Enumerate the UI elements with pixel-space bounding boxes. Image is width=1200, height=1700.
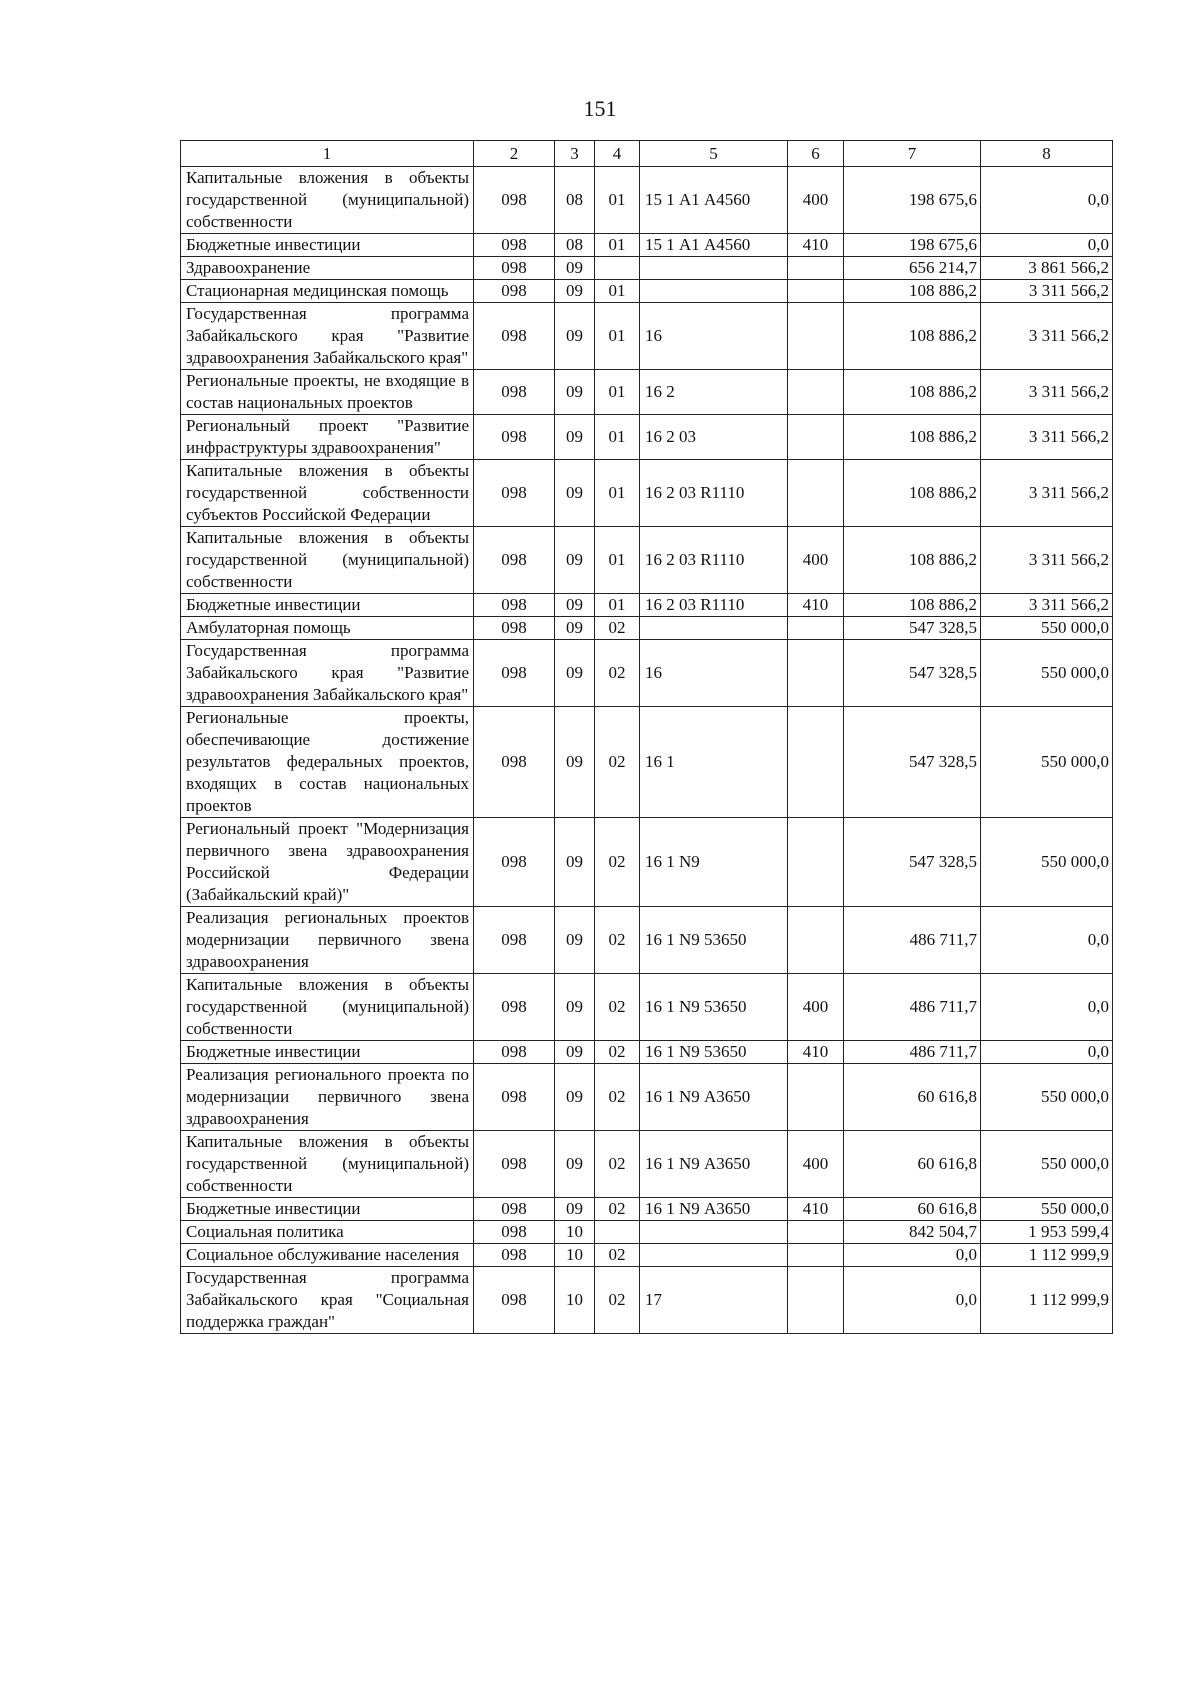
subsection-code-cell: 01 — [595, 303, 640, 370]
subsection-code-cell: 01 — [595, 234, 640, 257]
expense-name-cell: Капитальные вложения в объекты государственной (муниципальной) собственности — [181, 1131, 474, 1198]
ministry-code-cell: 098 — [474, 594, 555, 617]
expense-type-cell — [788, 415, 844, 460]
amount-col7-cell: 198 675,6 — [844, 234, 981, 257]
subsection-code-cell — [595, 1221, 640, 1244]
table-row — [181, 1267, 1113, 1334]
target-article-cell: 16 2 03 R1110 — [640, 594, 788, 617]
amount-col8-cell: 3 311 566,2 — [981, 527, 1113, 594]
subsection-code-cell: 01 — [595, 370, 640, 415]
ministry-code-cell: 098 — [474, 707, 555, 818]
ministry-code-cell: 098 — [474, 257, 555, 280]
amount-col7-cell: 0,0 — [844, 1267, 981, 1334]
target-article-cell: 16 1 — [640, 707, 788, 818]
expense-name-cell: Амбулаторная помощь — [181, 617, 474, 640]
table-row — [181, 594, 1113, 617]
target-article-cell — [640, 257, 788, 280]
expense-type-cell — [788, 303, 844, 370]
table-row — [181, 167, 1113, 234]
amount-col8-cell: 3 311 566,2 — [981, 303, 1113, 370]
section-code-cell: 09 — [555, 617, 595, 640]
section-code-cell: 09 — [555, 303, 595, 370]
table-row — [181, 707, 1113, 818]
subsection-code-cell: 01 — [595, 415, 640, 460]
amount-col7-cell: 486 711,7 — [844, 1041, 981, 1064]
ministry-code-cell: 098 — [474, 460, 555, 527]
target-article-cell — [640, 280, 788, 303]
expense-name-cell: Бюджетные инвестиции — [181, 594, 474, 617]
subsection-code-cell: 02 — [595, 1041, 640, 1064]
table-row — [181, 1221, 1113, 1244]
ministry-code-cell: 098 — [474, 617, 555, 640]
subsection-code-cell: 02 — [595, 1131, 640, 1198]
ministry-code-cell: 098 — [474, 370, 555, 415]
target-article-cell: 17 — [640, 1267, 788, 1334]
table-row — [181, 974, 1113, 1041]
amount-col7-cell: 60 616,8 — [844, 1064, 981, 1131]
expense-name-cell: Капитальные вложения в объекты государственной (муниципальной) собственности — [181, 167, 474, 234]
expense-name-cell: Стационарная медицинская помощь — [181, 280, 474, 303]
amount-col8-cell: 3 311 566,2 — [981, 370, 1113, 415]
expense-name-cell: Социальная политика — [181, 1221, 474, 1244]
section-code-cell: 09 — [555, 907, 595, 974]
table-row — [181, 370, 1113, 415]
subsection-code-cell: 01 — [595, 594, 640, 617]
target-article-cell: 16 2 03 — [640, 415, 788, 460]
target-article-cell: 16 — [640, 640, 788, 707]
subsection-code-cell: 01 — [595, 167, 640, 234]
ministry-code-cell: 098 — [474, 1244, 555, 1267]
amount-col8-cell: 1 953 599,4 — [981, 1221, 1113, 1244]
expense-name-cell: Государственная программа Забайкальского края "Развитие здравоохранения Забайкальского края" — [181, 303, 474, 370]
subsection-code-cell: 02 — [595, 907, 640, 974]
target-article-cell: 16 2 — [640, 370, 788, 415]
amount-col8-cell: 3 311 566,2 — [981, 415, 1113, 460]
ministry-code-cell: 098 — [474, 640, 555, 707]
expense-name-cell: Региональный проект "Развитие инфраструктуры здравоохранения" — [181, 415, 474, 460]
section-code-cell: 09 — [555, 415, 595, 460]
section-code-cell: 09 — [555, 1198, 595, 1221]
amount-col7-cell: 547 328,5 — [844, 640, 981, 707]
table-row — [181, 460, 1113, 527]
expense-type-cell — [788, 1221, 844, 1244]
subsection-code-cell — [595, 257, 640, 280]
header-row — [181, 141, 1113, 167]
amount-col7-cell: 108 886,2 — [844, 280, 981, 303]
amount-col7-cell: 198 675,6 — [844, 167, 981, 234]
expense-name-cell: Реализация регионального проекта по модернизации первичного звена здравоохранения — [181, 1064, 474, 1131]
amount-col7-cell: 547 328,5 — [844, 707, 981, 818]
target-article-cell: 16 1 N9 53650 — [640, 1041, 788, 1064]
target-article-cell: 16 1 N9 А3650 — [640, 1064, 788, 1131]
ministry-code-cell: 098 — [474, 527, 555, 594]
table-row — [181, 818, 1113, 907]
expense-type-cell: 410 — [788, 1041, 844, 1064]
table-row — [181, 1131, 1113, 1198]
ministry-code-cell: 098 — [474, 1131, 555, 1198]
amount-col7-cell: 108 886,2 — [844, 527, 981, 594]
column-header: 3 — [555, 141, 595, 167]
expense-type-cell: 400 — [788, 974, 844, 1041]
amount-col8-cell: 550 000,0 — [981, 1064, 1113, 1131]
subsection-code-cell: 02 — [595, 974, 640, 1041]
expense-type-cell — [788, 617, 844, 640]
table-row — [181, 234, 1113, 257]
table-row — [181, 415, 1113, 460]
section-code-cell: 10 — [555, 1244, 595, 1267]
table-row — [181, 907, 1113, 974]
target-article-cell: 16 1 N9 А3650 — [640, 1198, 788, 1221]
target-article-cell — [640, 1244, 788, 1267]
ministry-code-cell: 098 — [474, 1267, 555, 1334]
expense-type-cell — [788, 818, 844, 907]
target-article-cell: 16 1 N9 А3650 — [640, 1131, 788, 1198]
expense-name-cell: Региональные проекты, обеспечивающие достижение результатов федеральных проектов, входящих в состав национальных проектов — [181, 707, 474, 818]
expense-type-cell — [788, 1244, 844, 1267]
section-code-cell: 09 — [555, 527, 595, 594]
table-body — [181, 167, 1113, 1334]
target-article-cell: 16 1 N9 53650 — [640, 907, 788, 974]
expense-type-cell: 410 — [788, 1198, 844, 1221]
expense-name-cell: Региональный проект "Модернизация первичного звена здравоохранения Российской Федерации (Забайкальский край)" — [181, 818, 474, 907]
section-code-cell: 09 — [555, 594, 595, 617]
section-code-cell: 09 — [555, 370, 595, 415]
section-code-cell: 09 — [555, 640, 595, 707]
section-code-cell: 09 — [555, 707, 595, 818]
ministry-code-cell: 098 — [474, 907, 555, 974]
table-row — [181, 257, 1113, 280]
ministry-code-cell: 098 — [474, 303, 555, 370]
section-code-cell: 10 — [555, 1221, 595, 1244]
expense-type-cell — [788, 460, 844, 527]
amount-col7-cell: 108 886,2 — [844, 415, 981, 460]
table-row — [181, 527, 1113, 594]
table-row — [181, 1244, 1113, 1267]
amount-col8-cell: 550 000,0 — [981, 640, 1113, 707]
expense-name-cell: Бюджетные инвестиции — [181, 1198, 474, 1221]
amount-col8-cell: 1 112 999,9 — [981, 1267, 1113, 1334]
section-code-cell: 09 — [555, 280, 595, 303]
amount-col7-cell: 108 886,2 — [844, 303, 981, 370]
subsection-code-cell: 02 — [595, 1267, 640, 1334]
section-code-cell: 09 — [555, 974, 595, 1041]
expense-name-cell: Бюджетные инвестиции — [181, 1041, 474, 1064]
amount-col7-cell: 60 616,8 — [844, 1198, 981, 1221]
expense-type-cell — [788, 370, 844, 415]
section-code-cell: 09 — [555, 1131, 595, 1198]
amount-col7-cell: 486 711,7 — [844, 907, 981, 974]
expense-type-cell: 400 — [788, 167, 844, 234]
ministry-code-cell: 098 — [474, 974, 555, 1041]
expense-name-cell: Социальное обслуживание населения — [181, 1244, 474, 1267]
amount-col8-cell: 0,0 — [981, 907, 1113, 974]
amount-col8-cell: 3 311 566,2 — [981, 594, 1113, 617]
section-code-cell: 09 — [555, 1064, 595, 1131]
amount-col7-cell: 0,0 — [844, 1244, 981, 1267]
table-row — [181, 640, 1113, 707]
expense-type-cell — [788, 907, 844, 974]
section-code-cell: 10 — [555, 1267, 595, 1334]
expense-name-cell: Реализация региональных проектов модернизации первичного звена здравоохранения — [181, 907, 474, 974]
expense-type-cell — [788, 1267, 844, 1334]
column-header: 8 — [981, 141, 1113, 167]
subsection-code-cell: 02 — [595, 1244, 640, 1267]
amount-col8-cell: 0,0 — [981, 167, 1113, 234]
ministry-code-cell: 098 — [474, 415, 555, 460]
ministry-code-cell: 098 — [474, 234, 555, 257]
expense-name-cell: Бюджетные инвестиции — [181, 234, 474, 257]
target-article-cell: 15 1 А1 А4560 — [640, 167, 788, 234]
amount-col7-cell: 108 886,2 — [844, 460, 981, 527]
ministry-code-cell: 098 — [474, 167, 555, 234]
expense-name-cell: Капитальные вложения в объекты государственной собственности субъектов Российской Федерации — [181, 460, 474, 527]
section-code-cell: 09 — [555, 818, 595, 907]
amount-col7-cell: 486 711,7 — [844, 974, 981, 1041]
target-article-cell: 16 2 03 R1110 — [640, 527, 788, 594]
subsection-code-cell: 02 — [595, 617, 640, 640]
expense-type-cell — [788, 280, 844, 303]
amount-col7-cell: 547 328,5 — [844, 617, 981, 640]
section-code-cell: 08 — [555, 234, 595, 257]
target-article-cell — [640, 1221, 788, 1244]
expense-name-cell: Капитальные вложения в объекты государственной (муниципальной) собственности — [181, 974, 474, 1041]
table-row — [181, 617, 1113, 640]
table-row — [181, 303, 1113, 370]
ministry-code-cell: 098 — [474, 1221, 555, 1244]
table-row — [181, 1198, 1113, 1221]
amount-col8-cell: 0,0 — [981, 974, 1113, 1041]
expense-type-cell: 400 — [788, 527, 844, 594]
amount-col8-cell: 550 000,0 — [981, 818, 1113, 907]
target-article-cell: 15 1 А1 А4560 — [640, 234, 788, 257]
expense-type-cell — [788, 707, 844, 818]
target-article-cell: 16 1 N9 — [640, 818, 788, 907]
column-header: 4 — [595, 141, 640, 167]
amount-col7-cell: 108 886,2 — [844, 594, 981, 617]
subsection-code-cell: 01 — [595, 527, 640, 594]
column-header: 7 — [844, 141, 981, 167]
subsection-code-cell: 02 — [595, 1064, 640, 1131]
table-row — [181, 1064, 1113, 1131]
expense-type-cell: 410 — [788, 594, 844, 617]
section-code-cell: 09 — [555, 1041, 595, 1064]
target-article-cell: 16 — [640, 303, 788, 370]
expense-name-cell: Государственная программа Забайкальского края "Развитие здравоохранения Забайкальского края" — [181, 640, 474, 707]
subsection-code-cell: 02 — [595, 1198, 640, 1221]
amount-col8-cell: 1 112 999,9 — [981, 1244, 1113, 1267]
subsection-code-cell: 02 — [595, 707, 640, 818]
section-code-cell: 09 — [555, 460, 595, 527]
expense-type-cell: 410 — [788, 234, 844, 257]
amount-col8-cell: 550 000,0 — [981, 1198, 1113, 1221]
expense-type-cell — [788, 1064, 844, 1131]
column-header: 6 — [788, 141, 844, 167]
amount-col8-cell: 550 000,0 — [981, 1131, 1113, 1198]
amount-col7-cell: 547 328,5 — [844, 818, 981, 907]
subsection-code-cell: 02 — [595, 640, 640, 707]
ministry-code-cell: 098 — [474, 1198, 555, 1221]
page-number: 151 — [583, 96, 617, 121]
target-article-cell: 16 1 N9 53650 — [640, 974, 788, 1041]
amount-col8-cell: 3 311 566,2 — [981, 280, 1113, 303]
target-article-cell: 16 2 03 R1110 — [640, 460, 788, 527]
amount-col8-cell: 0,0 — [981, 1041, 1113, 1064]
expense-name-cell: Капитальные вложения в объекты государственной (муниципальной) собственности — [181, 527, 474, 594]
budget-table — [180, 140, 1113, 1334]
ministry-code-cell: 098 — [474, 818, 555, 907]
amount-col7-cell: 656 214,7 — [844, 257, 981, 280]
section-code-cell: 09 — [555, 257, 595, 280]
expense-type-cell — [788, 257, 844, 280]
amount-col8-cell: 550 000,0 — [981, 617, 1113, 640]
amount-col8-cell: 550 000,0 — [981, 707, 1113, 818]
ministry-code-cell: 098 — [474, 1041, 555, 1064]
expense-type-cell — [788, 640, 844, 707]
subsection-code-cell: 01 — [595, 280, 640, 303]
column-header: 1 — [181, 141, 474, 167]
column-header: 5 — [640, 141, 788, 167]
amount-col8-cell: 3 311 566,2 — [981, 460, 1113, 527]
section-code-cell: 08 — [555, 167, 595, 234]
amount-col7-cell: 108 886,2 — [844, 370, 981, 415]
table-row — [181, 280, 1113, 303]
subsection-code-cell: 02 — [595, 818, 640, 907]
amount-col7-cell: 60 616,8 — [844, 1131, 981, 1198]
target-article-cell — [640, 617, 788, 640]
table-header — [181, 141, 1113, 167]
amount-col8-cell: 3 861 566,2 — [981, 257, 1113, 280]
amount-col8-cell: 0,0 — [981, 234, 1113, 257]
expense-name-cell: Государственная программа Забайкальского края "Социальная поддержка граждан" — [181, 1267, 474, 1334]
ministry-code-cell: 098 — [474, 280, 555, 303]
table-row — [181, 1041, 1113, 1064]
column-header: 2 — [474, 141, 555, 167]
amount-col7-cell: 842 504,7 — [844, 1221, 981, 1244]
ministry-code-cell: 098 — [474, 1064, 555, 1131]
subsection-code-cell: 01 — [595, 460, 640, 527]
expense-type-cell: 400 — [788, 1131, 844, 1198]
expense-name-cell: Здравоохранение — [181, 257, 474, 280]
expense-name-cell: Региональные проекты, не входящие в состав национальных проектов — [181, 370, 474, 415]
